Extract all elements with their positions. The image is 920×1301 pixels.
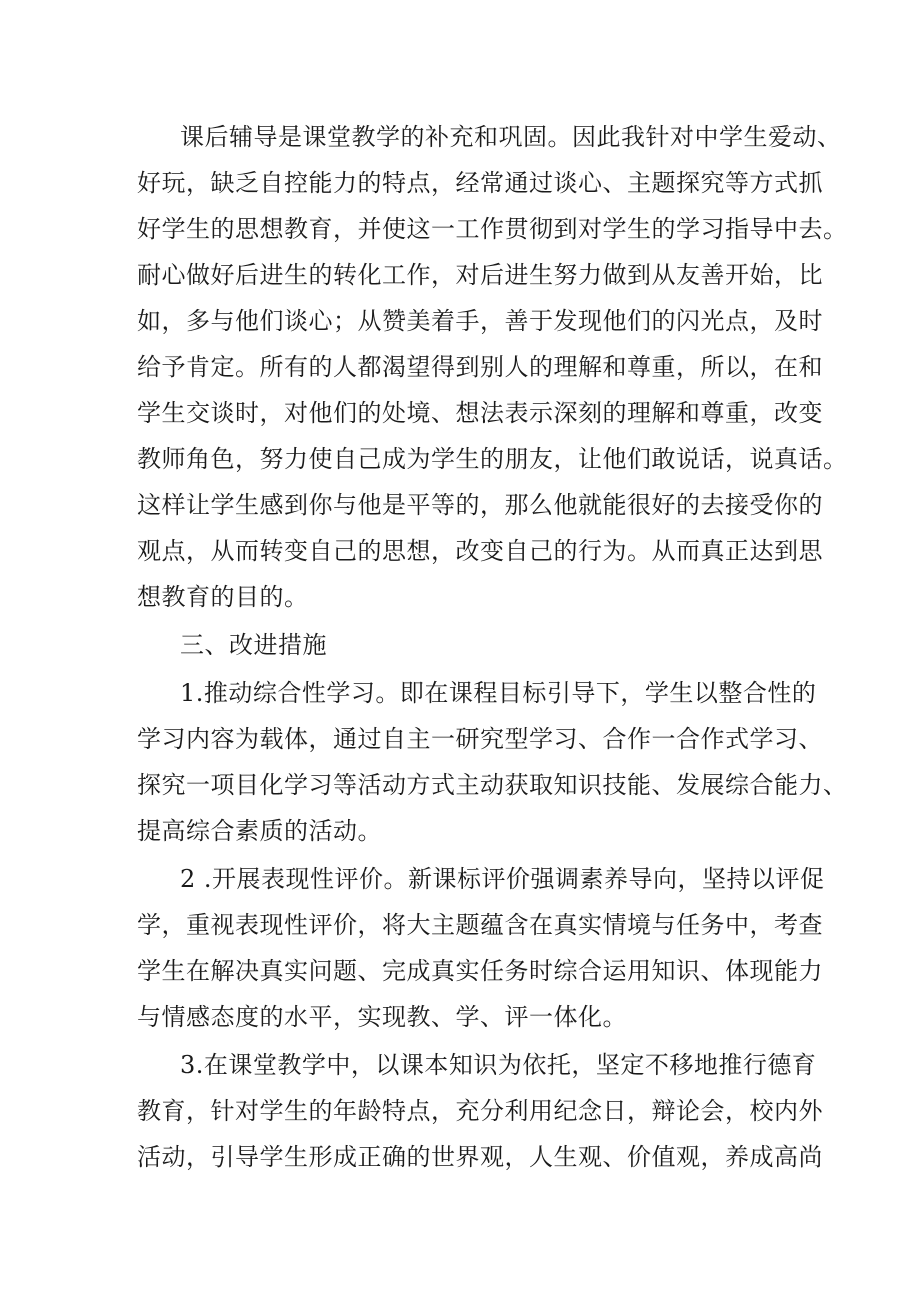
text-line: 耐心做好后进生的转化工作，对后进生努力做到从友善开始，比 [137,261,823,289]
text-line: 提高综合素质的活动。 [137,817,382,845]
text-line: 学生在解决真实问题、完成真实任务时综合运用知识、体现能力 [137,957,823,985]
text-line: 给予肯定。所有的人都渴望得到别人的理解和尊重，所以，在和 [137,353,823,381]
text-line: 教师角色，努力使自己成为学生的朋友，让他们敢说话，说真话。 [137,445,848,473]
text-line: 学，重视表现性评价，将大主题蕴含在真实情境与任务中，考查 [137,911,823,939]
text-line: 与情感态度的水平，实现教、学、评一体化。 [137,1003,627,1031]
text-line: 好玩，缺乏自控能力的特点，经常通过谈心、主题探究等方式抓 [137,169,823,197]
text-line: 想教育的目的。 [137,583,309,611]
text-line: 2 .开展表现性评价。新课标评价强调素养导向，坚持以评促 [180,865,825,893]
text-line: 观点，从而转变自己的思想，改变自己的行为。从而真正达到思 [137,537,823,565]
text-line: 1.推动综合性学习。即在课程目标引导下，学生以整合性的 [180,679,817,707]
text-line: 这样让学生感到你与他是平等的，那么他就能很好的去接受你的 [137,491,823,519]
text-line: 活动，引导学生形成正确的世界观，人生观、价值观，养成高尚 [137,1143,823,1171]
text-line: 探究一项目化学习等活动方式主动获取知识技能、发展综合能力、 [137,771,848,799]
text-line: 3.在课堂教学中，以课本知识为依托，坚定不移地推行德育 [180,1051,817,1079]
text-line: 课后辅导是课堂教学的补充和巩固。因此我针对中学生爱动、 [180,123,842,151]
text-line: 学习内容为载体，通过自主一研究型学习、合作一合作式学习、 [137,725,823,753]
text-line: 如，多与他们谈心；从赞美着手，善于发现他们的闪光点，及时 [137,307,823,335]
text-line: 好学生的思想教育，并使这一工作贯彻到对学生的学习指导中去。 [137,215,848,243]
section-heading: 三、改进措施 [180,631,327,659]
text-line: 教育，针对学生的年龄特点，充分利用纪念日，辩论会，校内外 [137,1097,823,1125]
text-line: 学生交谈时，对他们的处境、想法表示深刻的理解和尊重，改变 [137,399,823,427]
